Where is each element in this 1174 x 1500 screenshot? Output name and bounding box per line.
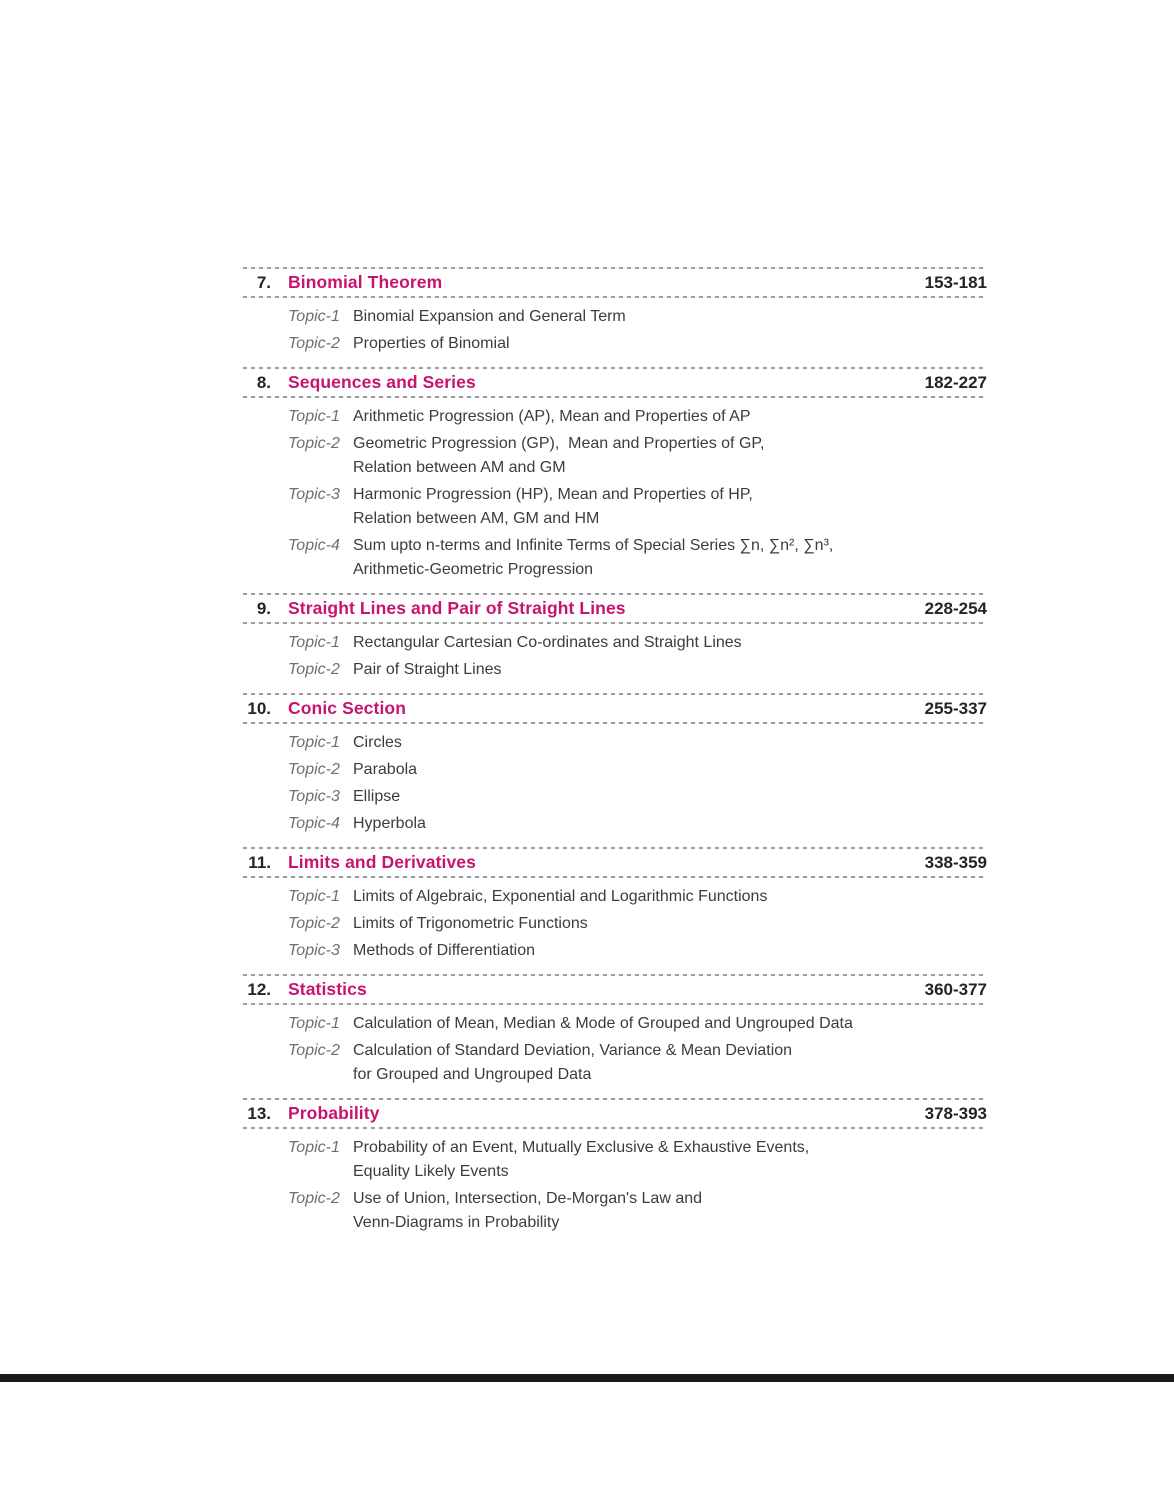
topic-text-line: Equality Likely Events [353, 1163, 509, 1180]
chapter-heading-row [243, 695, 987, 722]
chapter-title: Conic Section [288, 698, 406, 718]
topic-text-line: Harmonic Progression (HP), Mean and Properties of HP, [353, 486, 753, 503]
chapter-page-range: 378-393 [924, 1103, 987, 1123]
chapter-title: Sequences and Series [288, 372, 476, 392]
chapter-number: 9. [256, 598, 271, 618]
topic-label: Topic-1 [288, 408, 340, 425]
topic-row [243, 1187, 987, 1235]
topic-text-line: Relation between AM, GM and HM [353, 510, 600, 527]
chapter-heading-row [243, 369, 987, 396]
topic-text [353, 658, 502, 682]
topic-text [353, 1039, 792, 1087]
topic-text-line: Binomial Expansion and General Term [353, 308, 626, 325]
topic-text-line: Limits of Trigonometric Functions [353, 915, 588, 932]
chapter-heading-row [243, 1100, 987, 1127]
chapter-section [243, 693, 987, 847]
topic-label: Topic-4 [288, 815, 340, 832]
chapter-section [243, 593, 987, 693]
topic-text-line: Methods of Differentiation [353, 942, 536, 959]
chapter-number: 10. [247, 698, 271, 718]
topic-text-line: Calculation of Standard Deviation, Variance & Mean Deviation [353, 1042, 793, 1059]
topic-text-line: Arithmetic-Geometric Progression [353, 561, 594, 578]
topic-text-line: Ellipse [353, 788, 401, 805]
topic-text-line: Limits of Algebraic, Exponential and Logarithmic Functions [353, 888, 768, 905]
topic-text-line: Sum upto n-terms and Infinite Terms of Special Series ∑n, ∑n², ∑n³, [353, 537, 834, 554]
topic-text [353, 731, 402, 755]
topic-text [353, 1012, 853, 1036]
topic-list [243, 398, 987, 593]
topic-text-line: Pair of Straight Lines [353, 661, 502, 678]
topic-text [353, 483, 753, 531]
topic-label: Topic-3 [288, 788, 340, 805]
topic-row [243, 483, 987, 531]
chapter-page-range: 338-359 [924, 852, 987, 872]
chapter-page-range: 153-181 [924, 272, 987, 292]
topic-label: Topic-3 [288, 942, 340, 959]
topic-row [243, 939, 987, 963]
topic-text [353, 1136, 809, 1184]
topic-label: Topic-1 [288, 634, 340, 651]
chapter-section [243, 1098, 987, 1246]
topic-text-line: Parabola [353, 761, 418, 778]
topic-text [353, 332, 510, 356]
topic-row [243, 812, 987, 836]
topic-label: Topic-4 [288, 537, 340, 554]
chapter-page-range: 228-254 [924, 598, 987, 618]
topic-row [243, 785, 987, 809]
topic-text [353, 534, 833, 582]
topic-label: Topic-2 [288, 1042, 340, 1059]
chapter-heading-row [243, 849, 987, 876]
chapter-title: Statistics [288, 979, 367, 999]
chapter-heading-row [243, 595, 987, 622]
chapter-heading-row [243, 976, 987, 1003]
topic-row [243, 658, 987, 682]
topic-text-line: for Grouped and Ungrouped Data [353, 1066, 592, 1083]
topic-text [353, 912, 588, 936]
topic-label: Topic-2 [288, 915, 340, 932]
topic-row [243, 1136, 987, 1184]
chapter-page-range: 182-227 [924, 372, 987, 392]
topic-label: Topic-2 [288, 661, 340, 678]
topic-row [243, 912, 987, 936]
topic-list [243, 1005, 987, 1098]
topic-label: Topic-1 [288, 734, 340, 751]
chapter-number: 12. [247, 979, 271, 999]
topic-text [353, 885, 767, 909]
topic-text-line: Geometric Progression (GP), Mean and Properties of GP, [353, 435, 765, 452]
topic-row [243, 731, 987, 755]
topic-label: Topic-2 [288, 435, 340, 452]
topic-label: Topic-1 [288, 308, 340, 325]
topic-text [353, 305, 626, 329]
topic-row [243, 631, 987, 655]
topic-list [243, 624, 987, 693]
chapter-number: 7. [256, 272, 271, 292]
topic-list [243, 298, 987, 367]
chapter-title: Binomial Theorem [288, 272, 443, 292]
chapter-section [243, 974, 987, 1098]
chapter-number: 11. [248, 852, 271, 872]
topic-text [353, 631, 742, 655]
topic-label: Topic-2 [288, 335, 340, 352]
topic-list [243, 878, 987, 974]
topic-label: Topic-1 [288, 888, 340, 905]
topic-text [353, 812, 426, 836]
topic-text [353, 1187, 702, 1235]
topic-text-line: Properties of Binomial [353, 335, 510, 352]
topic-label: Topic-3 [288, 486, 340, 503]
topic-text-line: Calculation of Mean, Median & Mode of Grouped and Ungrouped Data [353, 1015, 853, 1032]
topic-row [243, 534, 987, 582]
topic-row [243, 332, 987, 356]
topic-label: Topic-1 [288, 1139, 340, 1156]
topic-row [243, 405, 987, 429]
topic-text [353, 785, 400, 809]
topic-text-line: Venn-Diagrams in Probability [353, 1214, 560, 1231]
topic-row [243, 1012, 987, 1036]
chapter-section [243, 847, 987, 974]
table-of-contents [243, 267, 987, 1246]
chapter-title: Limits and Derivatives [288, 852, 476, 872]
topic-text [353, 405, 751, 429]
topic-text-line: Circles [353, 734, 402, 751]
chapter-section [243, 367, 987, 593]
topic-text-line: Probability of an Event, Mutually Exclusive & Exhaustive Events, [353, 1139, 810, 1156]
topic-text-line: Rectangular Cartesian Co-ordinates and Straight Lines [353, 634, 742, 651]
topic-text-line: Arithmetic Progression (AP), Mean and Properties of AP [353, 408, 751, 425]
topic-row [243, 1039, 987, 1087]
topic-row [243, 758, 987, 782]
topic-text-line: Relation between AM and GM [353, 459, 566, 476]
chapter-page-range: 255-337 [924, 698, 987, 718]
topic-label: Topic-2 [288, 1190, 340, 1207]
chapter-heading-row [243, 269, 987, 296]
topic-row [243, 885, 987, 909]
topic-text [353, 758, 417, 782]
bottom-rule [0, 1374, 1174, 1382]
topic-list [243, 1129, 987, 1246]
topic-label: Topic-2 [288, 761, 340, 778]
chapter-title: Probability [288, 1103, 380, 1123]
topic-row [243, 432, 987, 480]
chapter-title: Straight Lines and Pair of Straight Lines [288, 598, 626, 618]
chapter-page-range: 360-377 [924, 979, 987, 999]
topic-text-line: Hyperbola [353, 815, 426, 832]
topic-text [353, 939, 535, 963]
topic-row [243, 305, 987, 329]
topic-text-line: Use of Union, Intersection, De-Morgan's Law and [353, 1190, 703, 1207]
chapter-number: 8. [256, 372, 271, 392]
topic-text [353, 432, 764, 480]
topic-list [243, 724, 987, 847]
chapter-section [243, 267, 987, 367]
topic-label: Topic-1 [288, 1015, 340, 1032]
chapter-number: 13. [247, 1103, 271, 1123]
